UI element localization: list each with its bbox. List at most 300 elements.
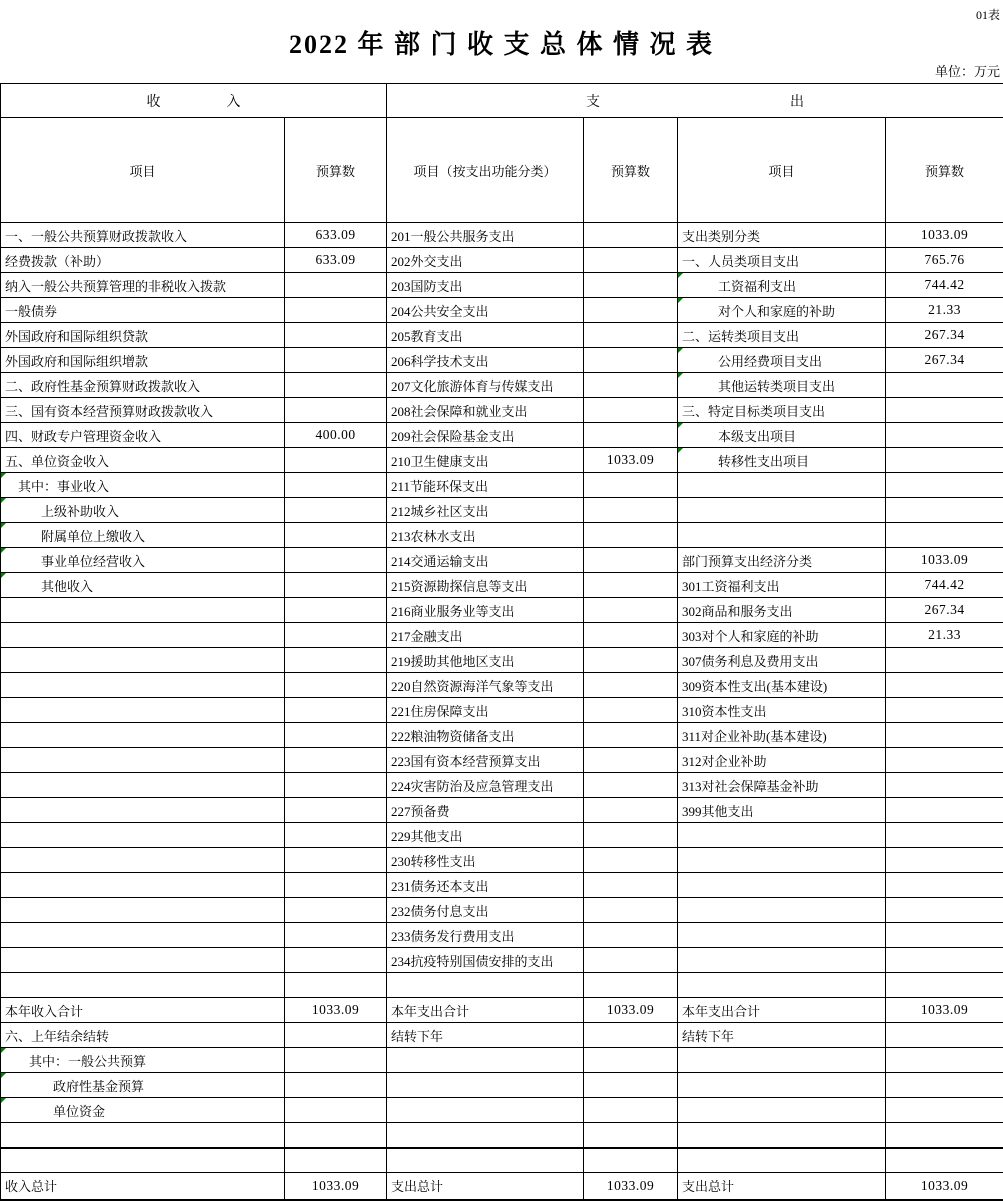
- item-cell: 213农林水支出: [387, 523, 584, 548]
- item-cell: 221住房保障支出: [387, 698, 584, 723]
- expenditure-group-label: 支 出: [387, 91, 1003, 111]
- item-cell: [1, 923, 285, 948]
- value-cell: 21.33: [886, 298, 1003, 323]
- item-cell: 216商业服务业等支出: [387, 598, 584, 623]
- value-cell: [285, 848, 387, 873]
- value-cell: [285, 623, 387, 648]
- column-header-row: [1, 118, 1003, 223]
- value-cell: 1033.09: [584, 998, 678, 1023]
- value-cell: [285, 498, 387, 523]
- value-cell: [285, 1023, 387, 1048]
- column-header: 项目: [1, 118, 285, 223]
- item-cell: 结转下年: [678, 1023, 886, 1048]
- item-cell: 支出类别分类: [678, 223, 886, 248]
- table-row: [1, 223, 1003, 248]
- value-cell: [285, 873, 387, 898]
- green-triangle-icon: [1, 548, 6, 553]
- item-cell: [678, 873, 886, 898]
- value-cell: [285, 523, 387, 548]
- value-cell: [886, 873, 1003, 898]
- value-cell: 1033.09: [886, 223, 1003, 248]
- item-cell: 219援助其他地区支出: [387, 648, 584, 673]
- table-row: [1, 873, 1003, 898]
- table-row: [1, 423, 1003, 448]
- item-cell: 其中：一般公共预算: [1, 1048, 285, 1073]
- value-cell: [886, 473, 1003, 498]
- item-cell: 210卫生健康支出: [387, 448, 584, 473]
- item-cell: [1, 598, 285, 623]
- item-cell: 公用经费项目支出: [678, 348, 886, 373]
- item-cell: 220自然资源海洋气象等支出: [387, 673, 584, 698]
- table-row: [1, 498, 1003, 523]
- item-cell: 部门预算支出经济分类: [678, 548, 886, 573]
- item-cell: 231债务还本支出: [387, 873, 584, 898]
- value-cell: [584, 648, 678, 673]
- value-cell: [584, 598, 678, 623]
- green-triangle-icon: [1, 573, 6, 578]
- item-cell: [1, 1123, 285, 1148]
- item-cell: 支出总计: [678, 1173, 886, 1200]
- item-cell: 204公共安全支出: [387, 298, 584, 323]
- value-cell: [886, 1048, 1003, 1073]
- value-cell: [285, 773, 387, 798]
- value-cell: [285, 573, 387, 598]
- item-cell: 二、政府性基金预算财政拨款收入: [1, 373, 285, 398]
- value-cell: [584, 348, 678, 373]
- value-cell: [285, 473, 387, 498]
- value-cell: [584, 1148, 678, 1173]
- item-cell: 233债务发行费用支出: [387, 923, 584, 948]
- value-cell: [584, 398, 678, 423]
- value-cell: [584, 623, 678, 648]
- item-cell: 三、特定目标类项目支出: [678, 398, 886, 423]
- column-header: 预算数: [886, 118, 1003, 223]
- table-row: [1, 748, 1003, 773]
- item-cell: 234抗疫特别国债安排的支出: [387, 948, 584, 973]
- value-cell: [584, 423, 678, 448]
- report-header: [0, 0, 1003, 83]
- table-row: [1, 1023, 1003, 1048]
- value-cell: [886, 848, 1003, 873]
- item-cell: 201一般公共服务支出: [387, 223, 584, 248]
- value-cell: [285, 698, 387, 723]
- item-cell: 本级支出项目: [678, 423, 886, 448]
- item-cell: 202外交支出: [387, 248, 584, 273]
- green-triangle-icon: [678, 373, 683, 378]
- item-cell: [1, 648, 285, 673]
- value-cell: 633.09: [285, 223, 387, 248]
- item-cell: 本年收入合计: [1, 998, 285, 1023]
- value-cell: [886, 973, 1003, 998]
- value-cell: [285, 723, 387, 748]
- item-cell: [678, 523, 886, 548]
- item-cell: 313对社会保障基金补助: [678, 773, 886, 798]
- budget-table: [0, 83, 1003, 1201]
- value-cell: [886, 448, 1003, 473]
- table-row: [1, 448, 1003, 473]
- item-cell: 310资本性支出: [678, 698, 886, 723]
- column-header: 预算数: [584, 118, 678, 223]
- item-cell: 六、上年结余结转: [1, 1023, 285, 1048]
- item-cell: [1, 948, 285, 973]
- item-cell: 单位资金: [1, 1098, 285, 1123]
- item-cell: [387, 1048, 584, 1073]
- value-cell: 744.42: [886, 573, 1003, 598]
- value-cell: [584, 223, 678, 248]
- item-cell: 209社会保险基金支出: [387, 423, 584, 448]
- green-triangle-icon: [1, 1098, 6, 1103]
- item-cell: [678, 1098, 886, 1123]
- value-cell: 21.33: [886, 623, 1003, 648]
- item-cell: 223国有资本经营预算支出: [387, 748, 584, 773]
- item-cell: 五、单位资金收入: [1, 448, 285, 473]
- value-cell: [886, 698, 1003, 723]
- value-cell: [584, 748, 678, 773]
- green-triangle-icon: [678, 448, 683, 453]
- value-cell: [584, 898, 678, 923]
- item-cell: [1, 973, 285, 998]
- value-cell: [584, 673, 678, 698]
- table-row: [1, 973, 1003, 998]
- item-cell: [678, 973, 886, 998]
- value-cell: [584, 923, 678, 948]
- item-cell: [678, 848, 886, 873]
- item-cell: 结转下年: [387, 1023, 584, 1048]
- item-cell: [387, 1073, 584, 1098]
- value-cell: [285, 548, 387, 573]
- item-cell: [678, 823, 886, 848]
- item-cell: 政府性基金预算: [1, 1073, 285, 1098]
- value-cell: [285, 598, 387, 623]
- value-cell: [584, 248, 678, 273]
- value-cell: [886, 798, 1003, 823]
- value-cell: 633.09: [285, 248, 387, 273]
- value-cell: [886, 823, 1003, 848]
- table-row: [1, 523, 1003, 548]
- item-cell: 工资福利支出: [678, 273, 886, 298]
- value-cell: [584, 273, 678, 298]
- item-cell: 附属单位上缴收入: [1, 523, 285, 548]
- table-head: [1, 84, 1003, 223]
- table-row: [1, 673, 1003, 698]
- value-cell: [584, 1073, 678, 1098]
- item-cell: 312对企业补助: [678, 748, 886, 773]
- item-cell: 215资源勘探信息等支出: [387, 573, 584, 598]
- table-row: [1, 998, 1003, 1023]
- table-row: [1, 798, 1003, 823]
- item-cell: [1, 898, 285, 923]
- table-row: [1, 1073, 1003, 1098]
- value-cell: [285, 298, 387, 323]
- table-body: [1, 223, 1003, 998]
- value-cell: [886, 723, 1003, 748]
- value-cell: 267.34: [886, 323, 1003, 348]
- table-row: [1, 823, 1003, 848]
- item-cell: 207文化旅游体育与传媒支出: [387, 373, 584, 398]
- green-triangle-icon: [678, 273, 683, 278]
- group-header-row: [1, 84, 1003, 118]
- table-row: [1, 1173, 1003, 1200]
- value-cell: 765.76: [886, 248, 1003, 273]
- item-cell: 222粮油物资储备支出: [387, 723, 584, 748]
- item-cell: 203国防支出: [387, 273, 584, 298]
- table-row: [1, 1098, 1003, 1123]
- item-cell: [1, 873, 285, 898]
- item-cell: [1, 848, 285, 873]
- table-row: [1, 948, 1003, 973]
- table-row: [1, 348, 1003, 373]
- item-cell: 上级补助收入: [1, 498, 285, 523]
- value-cell: [584, 848, 678, 873]
- item-cell: [1, 698, 285, 723]
- green-triangle-icon: [1, 498, 6, 503]
- green-triangle-icon: [1, 473, 6, 478]
- item-cell: [678, 1073, 886, 1098]
- value-cell: [584, 1123, 678, 1148]
- value-cell: [285, 798, 387, 823]
- value-cell: [886, 648, 1003, 673]
- item-cell: [1, 1148, 285, 1173]
- value-cell: [886, 1073, 1003, 1098]
- value-cell: [285, 748, 387, 773]
- table-row: [1, 598, 1003, 623]
- table-row: [1, 398, 1003, 423]
- value-cell: 1033.09: [886, 548, 1003, 573]
- table-row: [1, 298, 1003, 323]
- table-row: [1, 1123, 1003, 1148]
- item-cell: [678, 1048, 886, 1073]
- value-cell: [886, 1098, 1003, 1123]
- value-cell: [886, 1023, 1003, 1048]
- value-cell: 267.34: [886, 348, 1003, 373]
- income-group-label: 收 入: [1, 91, 386, 111]
- value-cell: [584, 298, 678, 323]
- expenditure-group-header: [387, 84, 1003, 118]
- value-cell: [285, 373, 387, 398]
- item-cell: 224灾害防治及应急管理支出: [387, 773, 584, 798]
- value-cell: [285, 1073, 387, 1098]
- item-cell: 其他运转类项目支出: [678, 373, 886, 398]
- item-cell: 其中：事业收入: [1, 473, 285, 498]
- table-row: [1, 323, 1003, 348]
- green-triangle-icon: [678, 298, 683, 303]
- item-cell: 一、人员类项目支出: [678, 248, 886, 273]
- table-row: [1, 1148, 1003, 1173]
- value-cell: [285, 898, 387, 923]
- item-cell: 212城乡社区支出: [387, 498, 584, 523]
- value-cell: [584, 498, 678, 523]
- value-cell: [285, 448, 387, 473]
- value-cell: [285, 323, 387, 348]
- item-cell: 支出总计: [387, 1173, 584, 1200]
- item-cell: 309资本性支出(基本建设): [678, 673, 886, 698]
- value-cell: [886, 398, 1003, 423]
- item-cell: [387, 1148, 584, 1173]
- value-cell: [285, 923, 387, 948]
- item-cell: 二、运转类项目支出: [678, 323, 886, 348]
- item-cell: 外国政府和国际组织增款: [1, 348, 285, 373]
- report-title: 2022 年 部 门 收 支 总 体 情 况 表: [0, 24, 1003, 61]
- value-cell: [584, 523, 678, 548]
- value-cell: [584, 773, 678, 798]
- item-cell: [1, 773, 285, 798]
- item-cell: [387, 973, 584, 998]
- value-cell: [886, 948, 1003, 973]
- value-cell: [584, 323, 678, 348]
- table-row: [1, 548, 1003, 573]
- value-cell: [886, 748, 1003, 773]
- value-cell: [285, 648, 387, 673]
- value-cell: 400.00: [285, 423, 387, 448]
- value-cell: [584, 573, 678, 598]
- item-cell: 纳入一般公共预算管理的非税收入拨款: [1, 273, 285, 298]
- value-cell: [285, 948, 387, 973]
- value-cell: [886, 773, 1003, 798]
- value-cell: [886, 373, 1003, 398]
- value-cell: [285, 1048, 387, 1073]
- table-row: [1, 923, 1003, 948]
- item-cell: [678, 1123, 886, 1148]
- item-cell: 229其他支出: [387, 823, 584, 848]
- item-cell: [1, 798, 285, 823]
- value-cell: 267.34: [886, 598, 1003, 623]
- item-cell: [678, 948, 886, 973]
- value-cell: [886, 423, 1003, 448]
- table-footer: [1, 998, 1003, 1200]
- value-cell: [584, 373, 678, 398]
- value-cell: [584, 1023, 678, 1048]
- item-cell: [1, 823, 285, 848]
- item-cell: 303对个人和家庭的补助: [678, 623, 886, 648]
- item-cell: 232债务付息支出: [387, 898, 584, 923]
- green-triangle-icon: [1, 1073, 6, 1078]
- value-cell: 1033.09: [584, 448, 678, 473]
- value-cell: [285, 273, 387, 298]
- table-row: [1, 473, 1003, 498]
- value-cell: [886, 498, 1003, 523]
- item-cell: 转移性支出项目: [678, 448, 886, 473]
- item-cell: 302商品和服务支出: [678, 598, 886, 623]
- income-group-header: [1, 84, 387, 118]
- table-row: [1, 898, 1003, 923]
- table-row: [1, 273, 1003, 298]
- item-cell: 399其他支出: [678, 798, 886, 823]
- value-cell: 1033.09: [285, 1173, 387, 1200]
- unit-note: 单位：万元: [935, 61, 1000, 80]
- value-cell: [584, 1048, 678, 1073]
- item-cell: 一般债券: [1, 298, 285, 323]
- value-cell: 1033.09: [886, 998, 1003, 1023]
- item-cell: [678, 498, 886, 523]
- table-row: [1, 373, 1003, 398]
- table-row: [1, 623, 1003, 648]
- value-cell: [285, 673, 387, 698]
- value-cell: [584, 948, 678, 973]
- item-cell: [1, 623, 285, 648]
- value-cell: 1033.09: [584, 1173, 678, 1200]
- item-cell: 311对企业补助(基本建设): [678, 723, 886, 748]
- item-cell: [1, 673, 285, 698]
- value-cell: [285, 1148, 387, 1173]
- item-cell: 本年支出合计: [387, 998, 584, 1023]
- item-cell: [1, 723, 285, 748]
- value-cell: [584, 548, 678, 573]
- item-cell: 外国政府和国际组织贷款: [1, 323, 285, 348]
- item-cell: 经费拨款（补助）: [1, 248, 285, 273]
- item-cell: 307债务利息及费用支出: [678, 648, 886, 673]
- item-cell: 四、财政专户管理资金收入: [1, 423, 285, 448]
- item-cell: [678, 473, 886, 498]
- value-cell: [584, 873, 678, 898]
- item-cell: 208社会保障和就业支出: [387, 398, 584, 423]
- table-row: [1, 723, 1003, 748]
- item-cell: 事业单位经营收入: [1, 548, 285, 573]
- value-cell: [584, 723, 678, 748]
- column-header: 项目（按支出功能分类）: [387, 118, 584, 223]
- item-cell: 205教育支出: [387, 323, 584, 348]
- item-cell: [678, 923, 886, 948]
- item-cell: 227预备费: [387, 798, 584, 823]
- table-row: [1, 773, 1003, 798]
- table-row: [1, 698, 1003, 723]
- value-cell: [886, 1123, 1003, 1148]
- item-cell: 301工资福利支出: [678, 573, 886, 598]
- value-cell: [584, 698, 678, 723]
- green-triangle-icon: [678, 423, 683, 428]
- item-cell: 本年支出合计: [678, 998, 886, 1023]
- item-cell: 217金融支出: [387, 623, 584, 648]
- table-row: [1, 248, 1003, 273]
- value-cell: [584, 473, 678, 498]
- table-row: [1, 848, 1003, 873]
- item-cell: 211节能环保支出: [387, 473, 584, 498]
- value-cell: [285, 1098, 387, 1123]
- value-cell: 1033.09: [886, 1173, 1003, 1200]
- value-cell: [285, 398, 387, 423]
- item-cell: 三、国有资本经营预算财政拨款收入: [1, 398, 285, 423]
- value-cell: [886, 673, 1003, 698]
- value-cell: [285, 348, 387, 373]
- value-cell: 1033.09: [285, 998, 387, 1023]
- value-cell: [886, 523, 1003, 548]
- column-header: 项目: [678, 118, 886, 223]
- item-cell: [678, 1148, 886, 1173]
- item-cell: [1, 748, 285, 773]
- item-cell: 230转移性支出: [387, 848, 584, 873]
- table-row: [1, 1048, 1003, 1073]
- value-cell: [584, 798, 678, 823]
- item-cell: [387, 1123, 584, 1148]
- green-triangle-icon: [1, 1048, 6, 1053]
- item-cell: 对个人和家庭的补助: [678, 298, 886, 323]
- green-triangle-icon: [1, 523, 6, 528]
- value-cell: [285, 973, 387, 998]
- green-triangle-icon: [678, 348, 683, 353]
- item-cell: [387, 1098, 584, 1123]
- item-cell: 收入总计: [1, 1173, 285, 1200]
- item-cell: 214交通运输支出: [387, 548, 584, 573]
- table-row: [1, 648, 1003, 673]
- table-row: [1, 573, 1003, 598]
- value-cell: [886, 923, 1003, 948]
- value-cell: [285, 1123, 387, 1148]
- item-cell: [678, 898, 886, 923]
- value-cell: [886, 898, 1003, 923]
- value-cell: [886, 1148, 1003, 1173]
- item-cell: 其他收入: [1, 573, 285, 598]
- form-number: 01表: [976, 6, 1000, 23]
- item-cell: 206科学技术支出: [387, 348, 584, 373]
